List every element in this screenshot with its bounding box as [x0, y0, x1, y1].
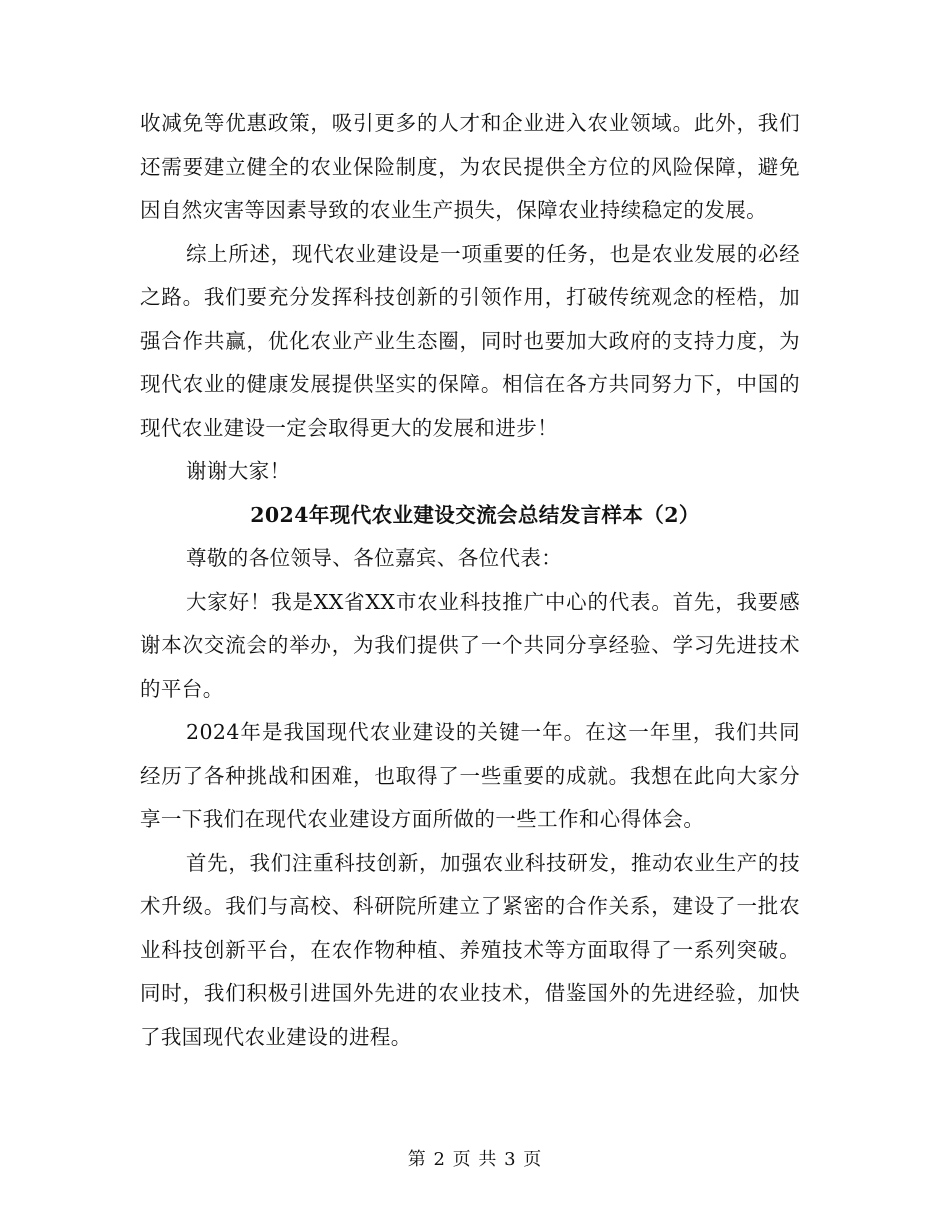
paragraph-summary: 综上所述，现代农业建设是一项重要的任务，也是农业发展的必经之路。我们要充分发挥科技创新的引领作用，打破传统观念的桎梏，加强合作共赢，优化农业产业生态圈，同时也要加大政府的支持力度，为现代农业的健康发展提供坚实的保障。相信在各方共同努力下，中国的现代农业建设一定会取得更大的发展和进步！	[140, 241, 800, 440]
page-number-footer: 第 2 页 共 3 页	[407, 1149, 543, 1170]
paragraph-thanks: 谢谢大家！	[186, 459, 291, 483]
paragraph-policy-continuation: 收减免等优惠政策，吸引更多的人才和企业进入农业领域。此外，我们还需要建立健全的农业保险制度，为农民提供全方位的风险保障，避免因自然灾害等因素导致的农业生产损失，保障农业持续稳定的发展。	[140, 111, 800, 222]
paragraph-salutation: 尊敬的各位领导、各位嘉宾、各位代表：	[186, 546, 563, 570]
document-body	[140, 102, 800, 1059]
paragraph-greeting: 大家好！我是XX省XX市农业科技推广中心的代表。首先，我要感谢本次交流会的举办，为我们提供了一个共同分享经验、学习先进技术的平台。	[140, 589, 800, 701]
paragraph-tech-innovation: 首先，我们注重科技创新，加强农业科技研发，推动农业生产的技术升级。我们与高校、科研院所建立了紧密的合作关系，建设了一批农业科技创新平台，在农作物种植、养殖技术等方面取得了一系列突破。同时，我们积极引进国外先进的农业技术，借鉴国外的先进经验，加快了我国现代农业建设的进程。	[140, 850, 800, 1049]
section-heading: 2024年现代农业建设交流会总结发言样本（2）	[250, 502, 700, 527]
paragraph-key-year: 2024年是我国现代农业建设的关键一年。在这一年里，我们共同经历了各种挑战和困难，也取得了一些重要的成就。我想在此向大家分享一下我们在现代农业建设方面所做的一些工作和心得体会。	[140, 720, 800, 831]
